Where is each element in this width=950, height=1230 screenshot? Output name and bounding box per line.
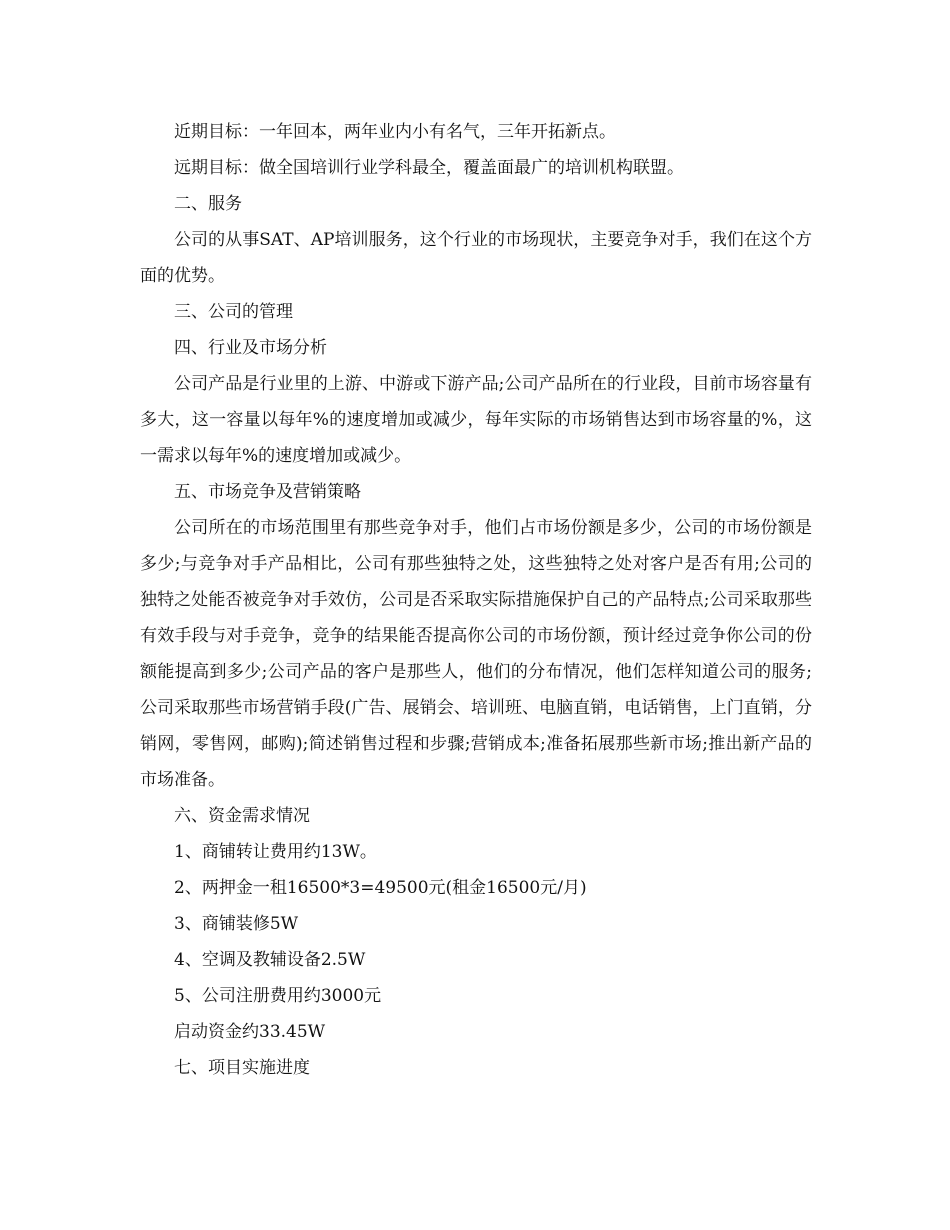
- section-heading-schedule: 七、项目实施进度: [174, 1058, 310, 1078]
- document-body: [140, 114, 812, 1086]
- services-paragraph: 公司的从事SAT、AP培训服务，这个行业的市场现状，主要竞争对手，我们在这个方面的优势。: [140, 230, 812, 286]
- funding-item-2: 2、两押金一租16500*3=49500元(租金16500元/月): [174, 878, 587, 898]
- section-heading-management: 三、公司的管理: [174, 302, 293, 322]
- funding-item-5: 5、公司注册费用约3000元: [174, 986, 382, 1006]
- section-heading-services: 二、服务: [174, 194, 242, 214]
- section-heading-funding: 六、资金需求情况: [174, 806, 310, 826]
- section-heading-market-analysis: 四、行业及市场分析: [174, 338, 327, 358]
- funding-item-3: 3、商铺装修5W: [174, 914, 299, 934]
- competition-paragraph: 公司所在的市场范围里有那些竞争对手，他们占市场份额是多少，公司的市场份额是多少;与竞争对手产品相比，公司有那些独特之处，这些独特之处对客户是否有用;公司的独特之处能否被竞争对手效仿，公司是否采取实际措施保护自己的产品特点;公司采取那些有效手段与对手竞争，竞争的结果能否提高你公司的市场份额，预计经过竞争你公司的份额能提高到多少;公司产品的客户是那些人，他们的分布情况，他们怎样知道公司的服务;公司采取那些市场营销手段(广告、展销会、培训班、电脑直销，电话销售，上门直销，分销网，零售网，邮购);简述销售过程和步骤;营销成本;准备拓展那些新市场;推出新产品的市场准备。: [140, 518, 812, 790]
- section-heading-competition: 五、市场竞争及营销策略: [174, 482, 361, 502]
- funding-item-1: 1、商铺转让费用约13W。: [174, 842, 377, 862]
- funding-total: 启动资金约33.45W: [174, 1022, 326, 1042]
- short-term-goal-paragraph: 近期目标：一年回本，两年业内小有名气，三年开拓新点。: [174, 122, 616, 142]
- long-term-goal-paragraph: 远期目标：做全国培训行业学科最全，覆盖面最广的培训机构联盟。: [174, 158, 684, 178]
- market-analysis-paragraph: 公司产品是行业里的上游、中游或下游产品;公司产品所在的行业段，目前市场容量有多大，这一容量以每年%的速度增加或减少，每年实际的市场销售达到市场容量的%，这一需求以每年%的速度增加或减少。: [140, 374, 812, 466]
- funding-item-4: 4、空调及教辅设备2.5W: [174, 950, 366, 970]
